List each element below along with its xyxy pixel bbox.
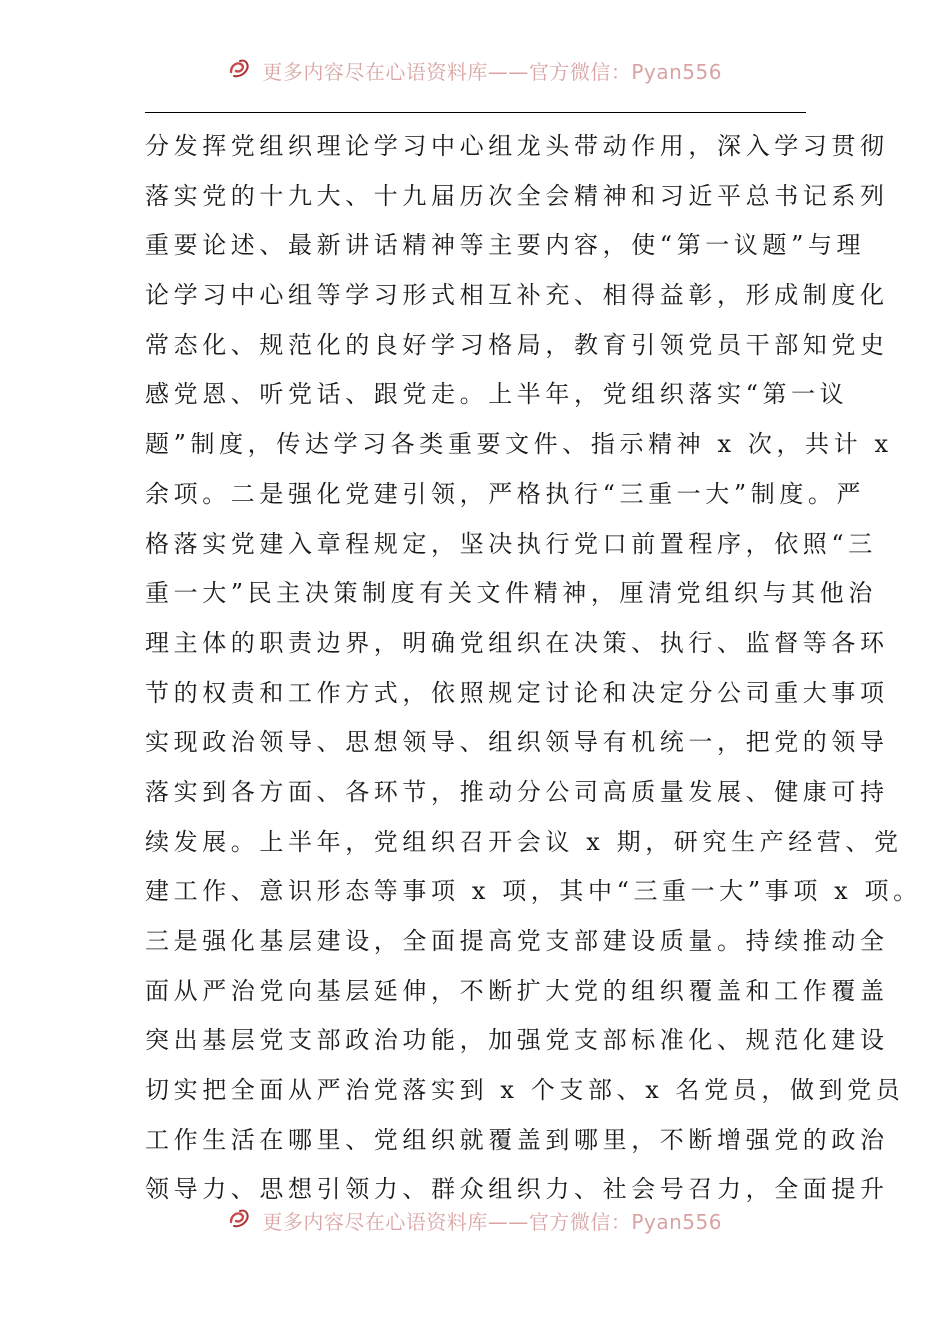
- text-line: 落实党的十九大、十九届历次全会精神和习近平总书记系列: [145, 181, 889, 210]
- header-divider: [145, 112, 806, 113]
- text-line: 题”制度，传达学习各类重要文件、指示精神 x 次，共计 x: [145, 430, 893, 459]
- watermark-logo-icon: [228, 57, 252, 84]
- text-line: 论学习中心组等学习形式相互补充、相得益彰，形成制度化: [145, 281, 889, 310]
- text-line: 切实把全面从严治党落实到 x 个支部、x 名党员，做到党员: [145, 1076, 905, 1105]
- watermark-logo-icon: [228, 1207, 252, 1234]
- text-line: 三是强化基层建设，全面提高党支部建设质量。持续推动全: [145, 927, 889, 955]
- text-line: 实现政治领导、思想领导、组织领导有机统一，把党的领导: [145, 728, 889, 757]
- text-line: 重一大”民主决策制度有关文件精神，厘清党组织与其他治: [145, 579, 877, 608]
- text-line: 重要论述、最新讲话精神等主要内容，使“第一议题”与理: [145, 231, 866, 260]
- text-line: 落实到各方面、各环节，推动分公司高质量发展、健康可持: [145, 777, 889, 806]
- text-line: 节的权责和工作方式，依照规定讨论和决定分公司重大事项: [145, 678, 889, 707]
- text-line: 领导力、思想引领力、群众组织力、社会号召力，全面提升: [145, 1175, 889, 1204]
- document-body: [145, 122, 922, 1215]
- watermark-text: 更多内容尽在心语资料库——官方微信：Pyan556: [262, 1210, 722, 1234]
- text-line: 常态化、规范化的良好学习格局，教育引领党员干部知党史: [145, 330, 889, 359]
- header-watermark: [0, 56, 950, 86]
- text-line: 格落实党建入章程规定，坚决执行党口前置程序，依照“三: [145, 529, 877, 558]
- text-line: 感党恩、听党话、跟党走。上半年，党组织落实“第一议: [145, 380, 849, 409]
- text-line: 分发挥党组织理论学习中心组龙头带动作用，深入学习贯彻: [145, 132, 889, 160]
- text-line: 余项。二是强化党建引领，严格执行“三重一大”制度。严: [145, 479, 866, 508]
- text-line: 突出基层党支部政治功能，加强党支部标准化、规范化建设: [145, 1026, 889, 1055]
- text-line: 面从严治党向基层延伸，不断扩大党的组织覆盖和工作覆盖: [145, 976, 889, 1005]
- text-line: 建工作、意识形态等事项 x 项，其中“三重一大”事项 x 项。: [145, 877, 922, 906]
- text-line: 续发展。上半年，党组织召开会议 x 期，研究生产经营、党: [145, 827, 903, 856]
- text-line: 工作生活在哪里、党组织就覆盖到哪里，不断增强党的政治: [145, 1125, 889, 1154]
- watermark-text: 更多内容尽在心语资料库——官方微信：Pyan556: [262, 60, 722, 84]
- footer-watermark: [0, 1206, 950, 1236]
- text-line: 理主体的职责边界，明确党组织在决策、执行、监督等各环: [145, 628, 889, 657]
